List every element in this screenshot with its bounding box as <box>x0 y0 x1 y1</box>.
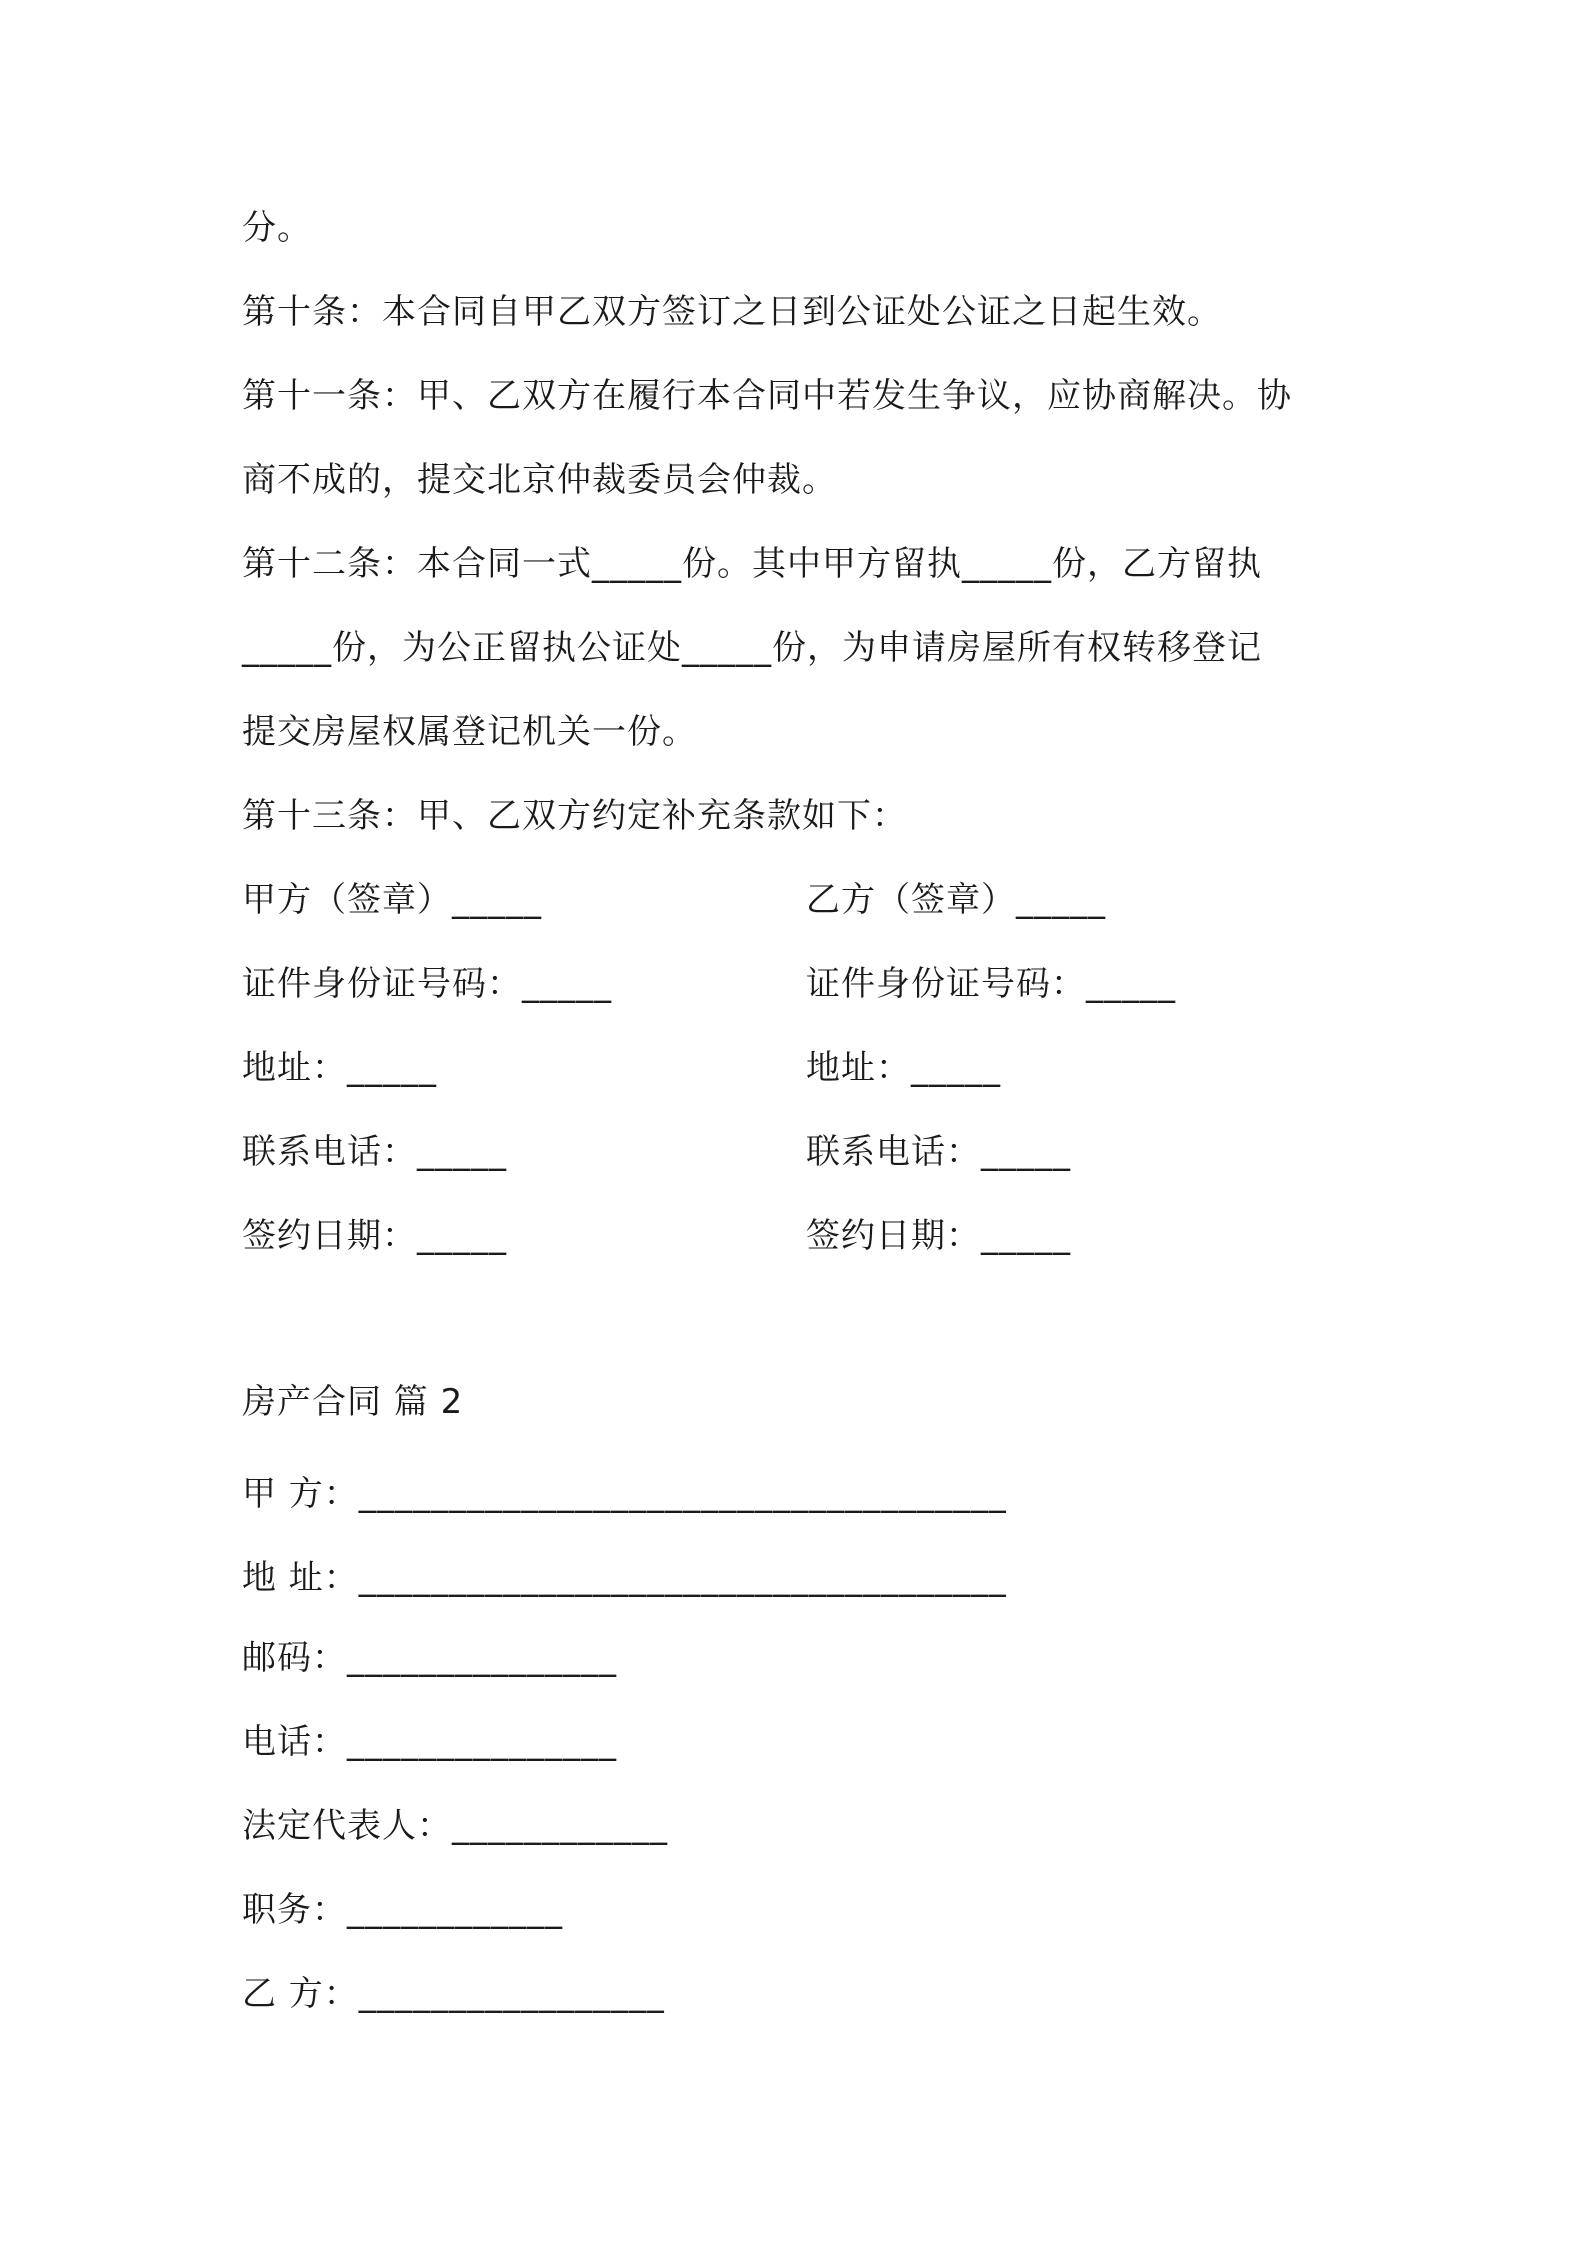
clause-12-line-3: 提交房屋权属登记机关一份。 <box>242 712 697 752</box>
field-legal-representative: 法定代表人：____________ <box>242 1806 668 1846</box>
field-postcode: 邮码：_______________ <box>242 1638 617 1678</box>
clause-12-line-2: _____份，为公正留执公证处_____份，为申请房屋所有权转移登记 <box>242 628 1262 668</box>
clause-line: 分。 <box>242 208 312 248</box>
party-a-seal: 甲方（签章）_____ <box>242 880 542 920</box>
clause-13: 第十三条：甲、乙双方约定补充条款如下： <box>242 796 907 836</box>
clause-11-line-1: 第十一条：甲、乙双方在履行本合同中若发生争议，应协商解决。协 <box>242 376 1292 416</box>
party-a-id-number: 证件身份证号码：_____ <box>242 964 612 1004</box>
field-address: 地 址：____________________________________ <box>242 1558 1007 1598</box>
field-party-a: 甲 方：____________________________________ <box>242 1474 1007 1514</box>
party-b-id-number: 证件身份证号码：_____ <box>806 964 1176 1004</box>
field-party-b: 乙 方：_________________ <box>242 1974 665 2014</box>
clause-12-line-1: 第十二条：本合同一式_____份。其中甲方留执_____份，乙方留执 <box>242 544 1262 584</box>
party-b-sign-date: 签约日期：_____ <box>806 1216 1071 1256</box>
party-b-seal: 乙方（签章）_____ <box>806 880 1106 920</box>
party-b-phone: 联系电话：_____ <box>806 1132 1071 1172</box>
party-a-address: 地址：_____ <box>242 1048 437 1088</box>
field-position: 职务：____________ <box>242 1890 563 1930</box>
party-a-phone: 联系电话：_____ <box>242 1132 507 1172</box>
clause-11-line-2: 商不成的，提交北京仲裁委员会仲裁。 <box>242 460 837 500</box>
party-b-address: 地址：_____ <box>806 1048 1001 1088</box>
section-title: 房产合同 篇 2 <box>242 1382 464 1422</box>
clause-10: 第十条：本合同自甲乙双方签订之日到公证处公证之日起生效。 <box>242 292 1222 332</box>
party-a-sign-date: 签约日期：_____ <box>242 1216 507 1256</box>
field-phone: 电话：_______________ <box>242 1722 617 1762</box>
